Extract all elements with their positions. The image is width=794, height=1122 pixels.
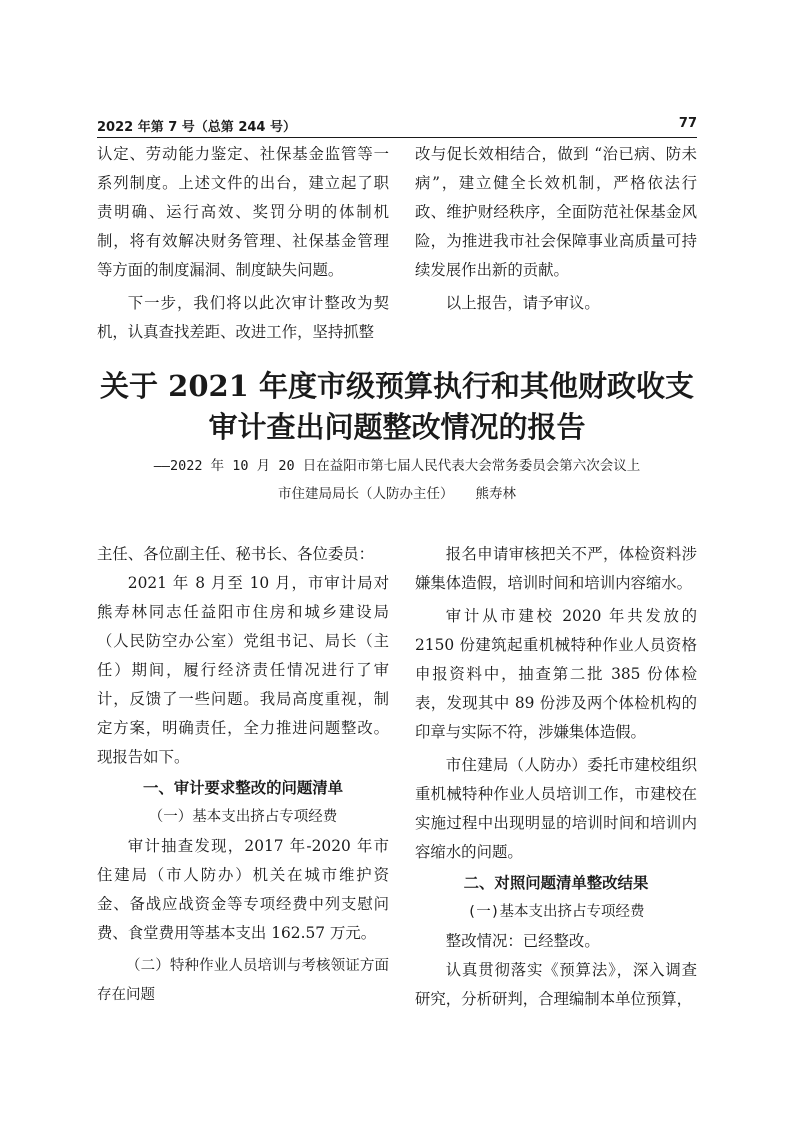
article-title-line1: 关于 2021 年度市级预算执行和其他财政收支 [100,369,694,403]
subsection-heading: (一)基本支出挤占专项经费 [467,904,645,920]
closing-line: 以上报告，请予审议。 [445,294,600,312]
article-title-line2: 审计查出问题整改情况的报告 [208,410,586,444]
status-line: 整改情况：已经整改。 [445,932,600,950]
paragraph: 认定、劳动能力鉴定、社保基金监管等一系列制度。上述文件的出台，建立起了职责明确、运行高效、奖罚分明的体制机制，将有效解决财务管理、社保基金管理等方面的制度漏洞、制度缺失问题。 [97,145,389,279]
paragraph: 改与促长效相结合，做到 “治已病、防未病”，建立健全长效机制，严格依法行政、维护财经秩序，全面防范社保基金风险，为推进我市社会保障事业高质量可持续发展作出新的贡献。 [415,145,697,279]
paragraph: 下一步，我们将以此次审计整改为契机，认真查找差距、改进工作，坚持抓整 [97,294,389,341]
issue-label: 2022 年第 7 号（总第 244 号） [97,120,296,135]
subsection-heading: （一）基本支出挤占专项经费 [148,809,338,825]
subsection-heading: （二）特种作业人员培训与考核领证方面存在问题 [97,958,389,1003]
prev-article-left-column [97,140,389,347]
author-line [60,484,734,504]
page-header [97,112,697,136]
paragraph: 审计从市建校 2020 年共发放的 2150 份建筑起重机械特种作业人员资格申报资料中，抽查第二批 385 份体检表，发现其中 89 份涉及两个体检机构的印章与实际不符，涉嫌集体造假。 [415,607,697,741]
paragraph: 认真贯彻落实《预算法》，深入调查研究，分析研判，合理编制本单位预算， [415,961,697,1008]
section-heading: 一、审计要求整改的问题清单 [142,779,344,797]
article-subtitle: ——2022 年 10 月 20 日在益阳市第七届人民代表大会常务委员会第六次会议上 [153,458,641,474]
prev-article-right-column [415,140,697,318]
salutation: 主任、各位副主任、秘书长、各位委员： [97,545,375,563]
body-right-column [415,540,697,1014]
paragraph: 报名申请审核把关不严，体检资料涉嫌集体造假，培训时间和培训内容缩水。 [415,545,697,592]
paragraph: 2021 年 8 月至 10 月，市审计局对熊寿林同志任益阳市住房和城乡建设局（人民防空办公室）党组书记、局长（主任）期间，履行经济责任情况进行了审计，反馈了一些问题。我局高度重视，制定方案，明确责任，全力推进问题整改。现报告如下。 [97,574,389,766]
author-name: 熊寿林 [475,486,516,502]
author-role: 市住建局局长（人防办主任） [278,486,454,502]
section-heading: 二、对照问题清单整改结果 [463,874,649,892]
body-left-column [97,540,389,1010]
page-number: 77 [678,116,697,131]
paragraph: 审计抽查发现，2017 年-2020 年市住建局（市人防办）机关在城市维护资金、备战应战资金等专项经费中列支慰问费、食堂费用等基本支出 162.57 万元。 [97,837,389,942]
paragraph: 市住建局（人防办）委托市建校组织重机械特种作业人员培训工作，市建校在实施过程中出现明显的培训时间和培训内容缩水的问题。 [415,756,697,861]
header-rule [97,137,697,138]
